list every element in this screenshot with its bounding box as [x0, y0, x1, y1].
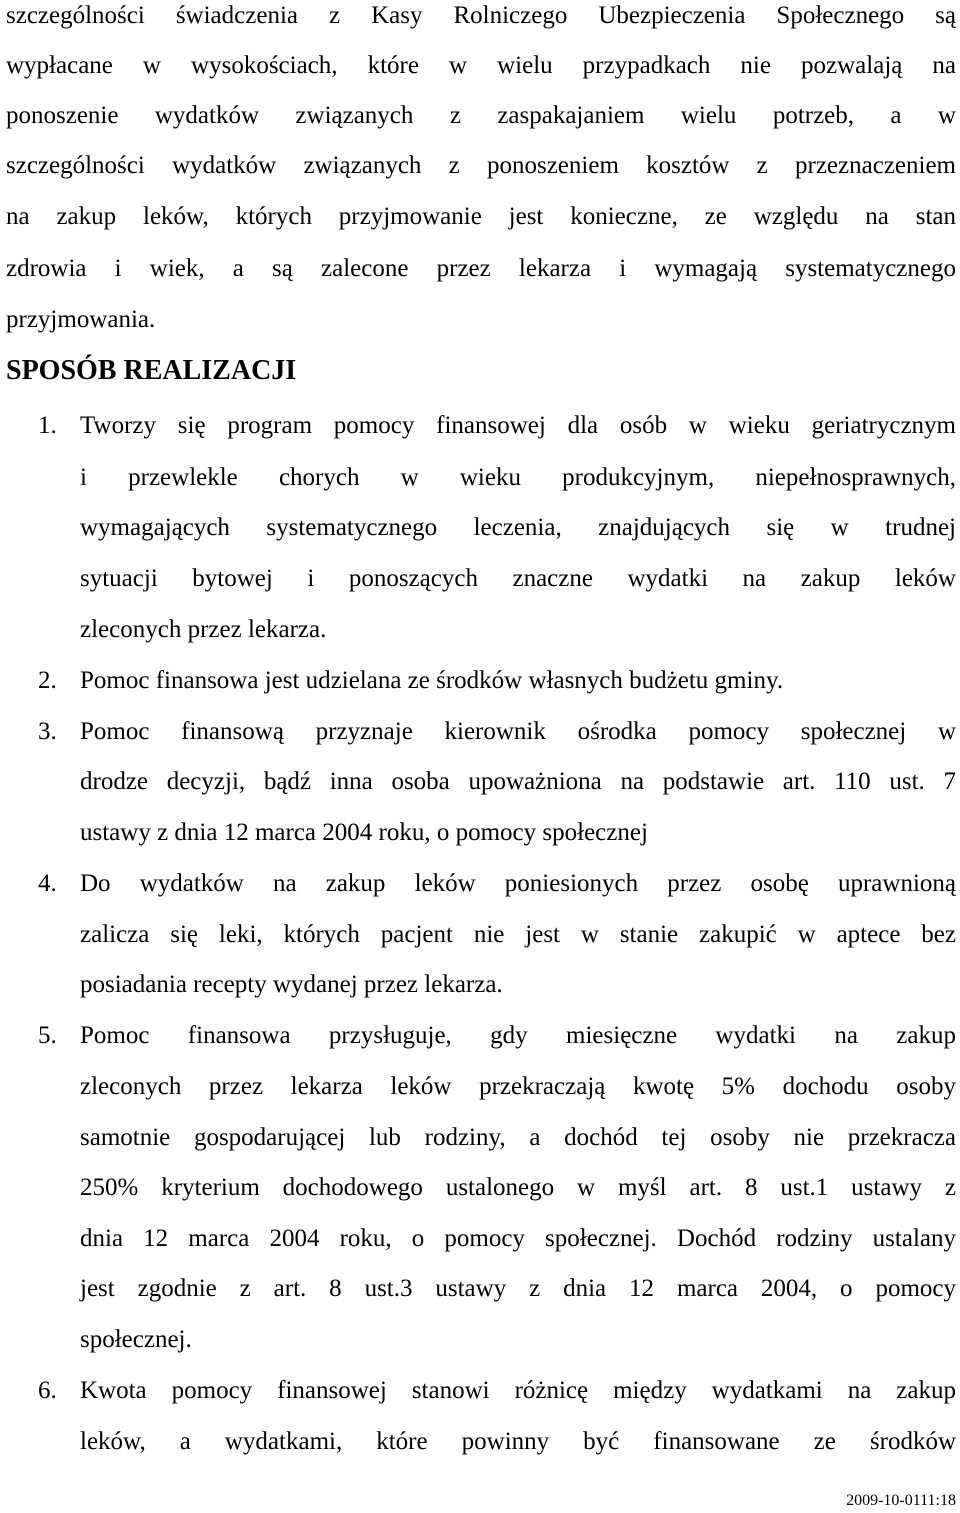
intro-line: zdrowia i wiek, a są zalecone przez lekarza i wymagają systematycznego	[6, 255, 956, 282]
intro-line: przyjmowania.	[6, 306, 156, 333]
item-number: 6.	[38, 1377, 57, 1404]
item-line: zleconych przez lekarza leków przekraczają kwotę 5% dochodu osoby	[80, 1073, 956, 1100]
item-line: zleconych przez lekarza.	[80, 616, 327, 643]
item-number: 4.	[38, 870, 57, 897]
page-footer-timestamp: 2009-10-0111:18	[846, 1492, 956, 1509]
intro-line: wypłacane w wysokościach, które w wielu przypadkach nie pozwalają na	[6, 52, 956, 79]
item-line: samotnie gospodarującej lub rodziny, a dochód tej osoby nie przekracza	[80, 1124, 956, 1151]
item-line: wymagających systematycznego leczenia, znajdujących się w trudnej	[80, 514, 956, 541]
intro-line: ponoszenie wydatków związanych z zaspakajaniem wielu potrzeb, a w	[6, 102, 956, 129]
item-line: leków, a wydatkami, które powinny być finansowane ze środków	[80, 1428, 956, 1455]
item-line: zalicza się leki, których pacjent nie jest w stanie zakupić w aptece bez	[80, 921, 956, 948]
item-line: i przewlekle chorych w wieku produkcyjnym, niepełnosprawnych,	[80, 464, 956, 491]
item-line: Pomoc finansowa przysługuje, gdy miesięczne wydatki na zakup	[80, 1022, 956, 1049]
item-line: Pomoc finansowa jest udzielana ze środków własnych budżetu gminy.	[80, 667, 784, 694]
item-line: ustawy z dnia 12 marca 2004 roku, o pomocy społecznej	[80, 819, 648, 846]
item-line: Do wydatków na zakup leków poniesionych przez osobę uprawnioną	[80, 870, 956, 897]
item-line: Tworzy się program pomocy finansowej dla osób w wieku geriatrycznym	[80, 412, 956, 439]
item-line: sytuacji bytowej i ponoszących znaczne wydatki na zakup leków	[80, 565, 956, 592]
item-line: Kwota pomocy finansowej stanowi różnicę między wydatkami na zakup	[80, 1377, 956, 1404]
item-number: 2.	[38, 667, 57, 694]
item-line: 250% kryterium dochodowego ustalonego w myśl art. 8 ust.1 ustawy z	[80, 1174, 956, 1201]
item-number: 1.	[38, 412, 57, 439]
item-line: posiadania recepty wydanej przez lekarza.	[80, 971, 503, 998]
item-line: dnia 12 marca 2004 roku, o pomocy społecznej. Dochód rodziny ustalany	[80, 1225, 956, 1252]
intro-line: szczególności świadczenia z Kasy Rolniczego Ubezpieczenia Społecznego są	[6, 2, 956, 29]
item-number: 3.	[38, 718, 57, 745]
item-number: 5.	[38, 1022, 57, 1049]
item-line: jest zgodnie z art. 8 ust.3 ustawy z dnia 12 marca 2004, o pomocy	[80, 1275, 956, 1302]
item-line: Pomoc finansową przyznaje kierownik ośrodka pomocy społecznej w	[80, 718, 956, 745]
section-heading: SPOSÓB REALIZACJI	[6, 355, 297, 386]
intro-line: szczególności wydatków związanych z ponoszeniem kosztów z przeznaczeniem	[6, 152, 956, 179]
intro-line: na zakup leków, których przyjmowanie jest konieczne, ze względu na stan	[6, 203, 956, 230]
item-line: społecznej.	[80, 1326, 192, 1353]
item-line: drodze decyzji, bądź inna osoba upoważniona na podstawie art. 110 ust. 7	[80, 768, 956, 795]
